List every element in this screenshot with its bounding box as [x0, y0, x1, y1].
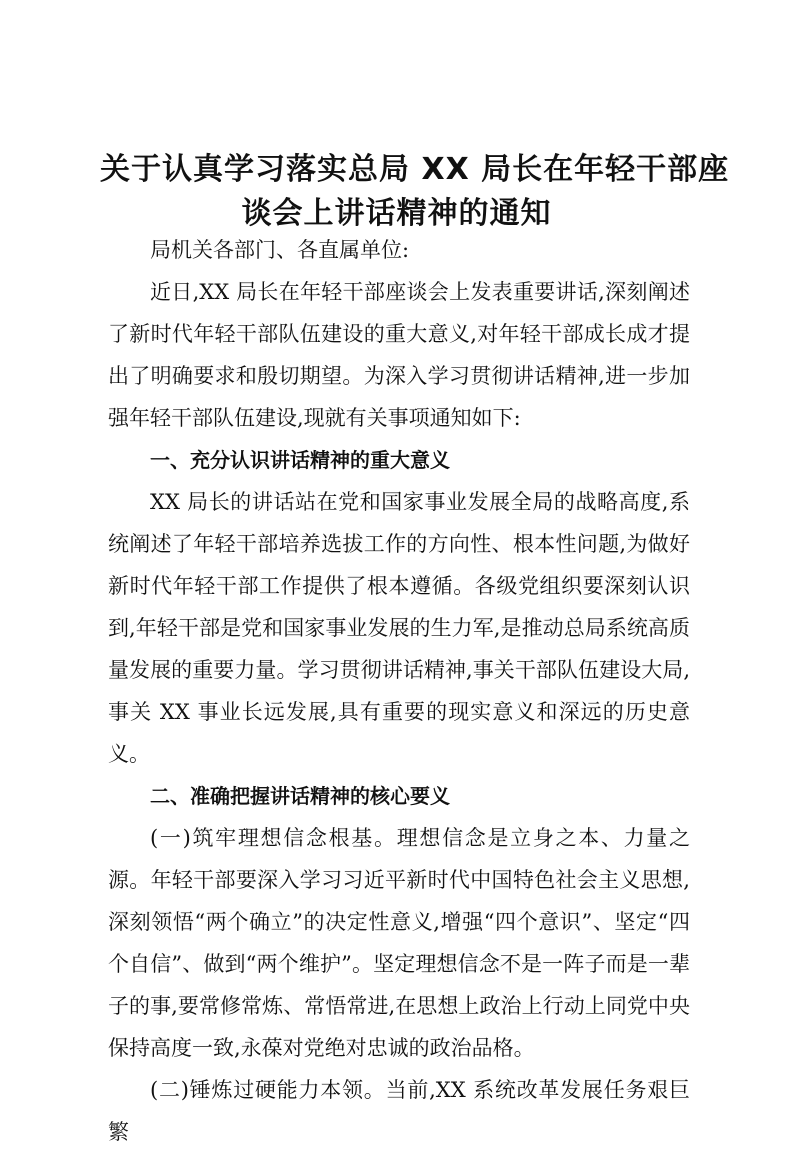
section-2-heading: 二、准确把握讲话精神的核心要义 [150, 784, 450, 808]
section-2-item-1-paragraph: (一)筑牢理想信念根基。理想信念是立身之本、力量之源。年轻干部要深入学习习近平新时代中国特色社会主义思想,深刻领悟“两个确立”的决定性意义,增强“四个意识”、坚定“四个自信”、做到“两个维护”。坚定理想信念不是一阵子而是一辈子的事,要常修常炼、常悟常进,在思想上政治上行动上同党中央保持高度一致,永葆对党绝对忠诚的政治品格。 [108, 826, 690, 1060]
document-title-line-1: 关于认真学习落实总局 XX 局长在年轻干部座 [100, 152, 730, 187]
section-1-paragraph: XX 局长的讲话站在党和国家事业发展全局的战略高度,系统阐述了年轻干部培养选拔工作的方向性、根本性问题,为做好新时代年轻干部工作提供了根本遵循。各级党组织要深刻认识到,年轻干部是党和国家事业发展的生力军,是推动总局系统高质量发展的重要力量。学习贯彻讲话精神,事关干部队伍建设大局,事关 XX 事业长远发展,具有重要的现实意义和深远的历史意义。 [108, 490, 690, 766]
salutation: 局机关各部门、各直属单位: [150, 238, 410, 262]
section-1-heading: 一、充分认识讲话精神的重大意义 [150, 448, 450, 472]
document-body [108, 229, 690, 1153]
section-2-item-2-paragraph: (二)锤炼过硬能力本领。当前,XX 系统改革发展任务艰巨繁 [108, 1078, 690, 1144]
document-title-line-2: 谈会上讲话精神的通知 [241, 196, 552, 231]
intro-paragraph: 近日,XX 局长在年轻干部座谈会上发表重要讲话,深刻阐述了新时代年轻干部队伍建设的重大意义,对年轻干部成长成才提出了明确要求和殷切期望。为深入学习贯彻讲话精神,进一步加强年轻干部队伍建设,现就有关事项通知如下: [108, 280, 690, 430]
